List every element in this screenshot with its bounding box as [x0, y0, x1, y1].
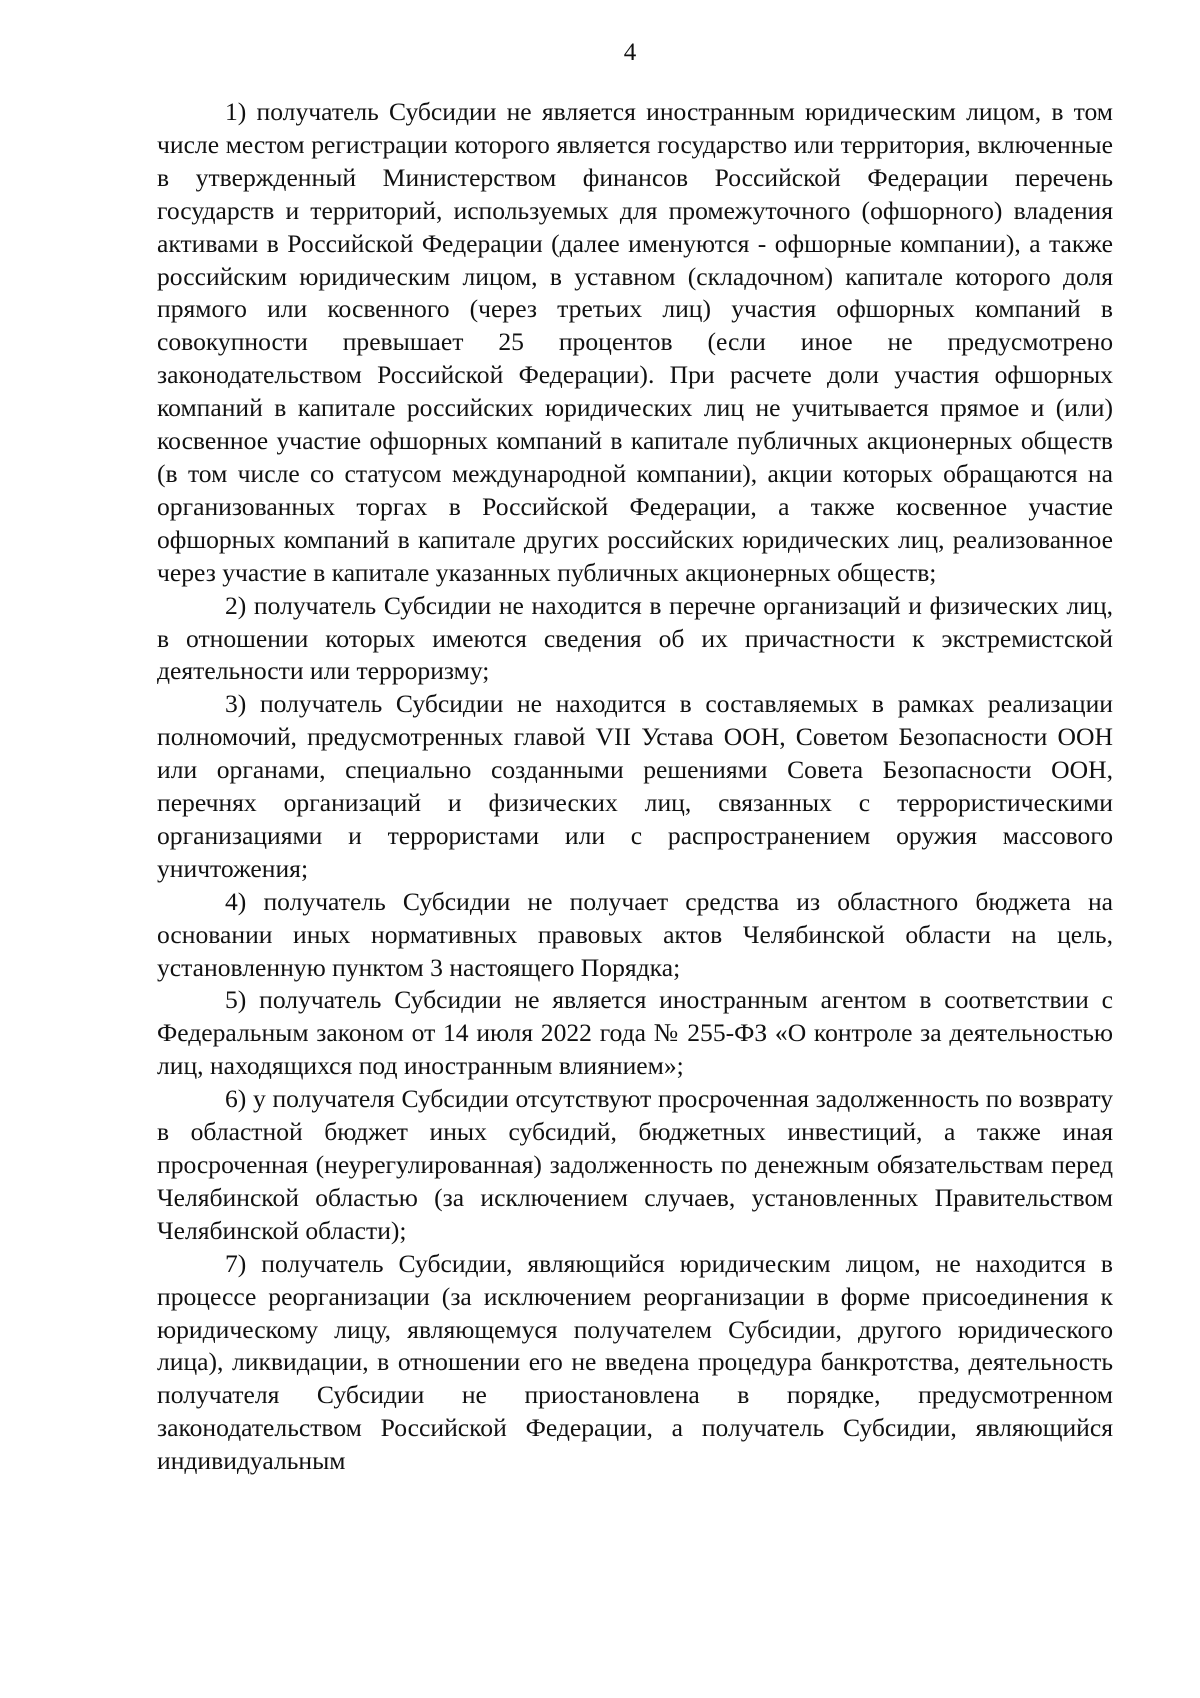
paragraph-item-3: 3) получатель Субсидии не находится в составляемых в рамках реализации полномочий, предусмотренных главой VII Устава ООН, Советом Безопасности ООН или органами, специально созданными решениями Совета Безопасности ООН, перечнях организаций и физических лиц, связанных с террористическими организациями и террористами или с распространением оружия массового уничтожения;	[157, 689, 1113, 883]
page-number: 4	[623, 39, 637, 66]
paragraph-item-5: 5) получатель Субсидии не является иностранным агентом в соответствии с Федеральным законом от 14 июля 2022 года № 255-ФЗ «О контроле за деятельностью лиц, находящихся под иностранным влиянием»;	[157, 985, 1113, 1081]
paragraph-item-6: 6) у получателя Субсидии отсутствуют просроченная задолженность по возврату в областной бюджет иных субсидий, бюджетных инвестиций, а также иная просроченная (неурегулированная) задолженность по денежным обязательствам перед Челябинской областью (за исключением случаев, установленных Правительством Челябинской области);	[157, 1084, 1113, 1245]
document-body	[157, 96, 1113, 1478]
paragraph-item-4: 4) получатель Субсидии не получает средства из областного бюджета на основании иных нормативных правовых актов Челябинской области на цель, установленную пунктом 3 настоящего Порядка;	[157, 886, 1113, 982]
paragraph-item-2: 2) получатель Субсидии не находится в перечне организаций и физических лиц, в отношении которых имеются сведения об их причастности к экстремистской деятельности или терроризму;	[157, 590, 1113, 686]
paragraph-item-7: 7) получатель Субсидии, являющийся юридическим лицом, не находится в процессе реорганизации (за исключением реорганизации в форме присоединения к юридическому лицу, являющемуся получателем Субсидии, другого юридического лица), ликвидации, в отношении его не введена процедура банкротства, деятельность получателя Субсидии не приостановлена в порядке, предусмотренном законодательством Российской Федерации, а получатель Субсидии, являющийся индивидуальным	[157, 1248, 1113, 1476]
paragraph-item-1: 1) получатель Субсидии не является иностранным юридическим лицом, в том числе местом регистрации которого является государство или территория, включенные в утвержденный Министерством финансов Российской Федерации перечень государств и территорий, используемых для промежуточного (офшорного) владения активами в Российской Федерации (далее именуются - офшорные компании), а также российским юридическим лицом, в уставном (складочном) капитале которого доля прямого или косвенного (через третьих лиц) участия офшорных компаний в совокупности превышает 25 процентов (если иное не предусмотрено законодательством Российской Федерации). При расчете доли участия офшорных компаний в капитале российских юридических лиц не учитывается прямое и (или) косвенное участие офшорных компаний в капитале публичных акционерных обществ (в том числе со статусом международной компании), акции которых обращаются на организованных торгах в Российской Федерации, а также косвенное участие офшорных компаний в капитале других российских юридических лиц, реализованное через участие в капитале указанных публичных акционерных обществ;	[157, 97, 1113, 587]
